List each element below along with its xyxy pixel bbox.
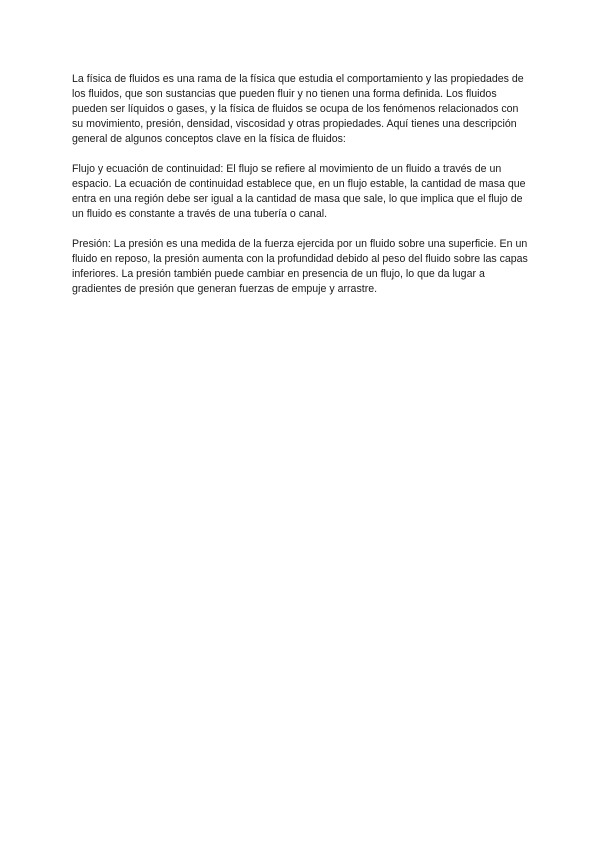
paragraph-flujo-continuidad: Flujo y ecuación de continuidad: El flujo se refiere al movimiento de un fluido a través de un espacio. La ecuación de continuidad establece que, en un flujo estable, la cantidad de masa que entra en una región debe ser igual a la cantidad de masa que sale, lo que implica que el flujo de un fluido es constante a través de una tubería o canal. (72, 163, 526, 220)
document-body (72, 72, 530, 312)
paragraph-intro: La física de fluidos es una rama de la física que estudia el comportamiento y las propiedades de los fluidos, que son sustancias que pueden fluir y no tienen una forma definida. Los fluidos pueden ser líquidos o gases, y la física de fluidos se ocupa de los fenómenos relacionados con su movimiento, presión, densidad, viscosidad y otras propiedades. Aquí tienes una descripción general de algunos conceptos clave en la física de fluidos: (72, 73, 524, 145)
paragraph-presion: Presión: La presión es una medida de la fuerza ejercida por un fluido sobre una superficie. En un fluido en reposo, la presión aumenta con la profundidad debido al peso del fluido sobre las capas inferiores. La presión también puede cambiar en presencia de un flujo, lo que da lugar a gradientes de presión que generan fuerzas de empuje y arrastre. (72, 238, 528, 295)
